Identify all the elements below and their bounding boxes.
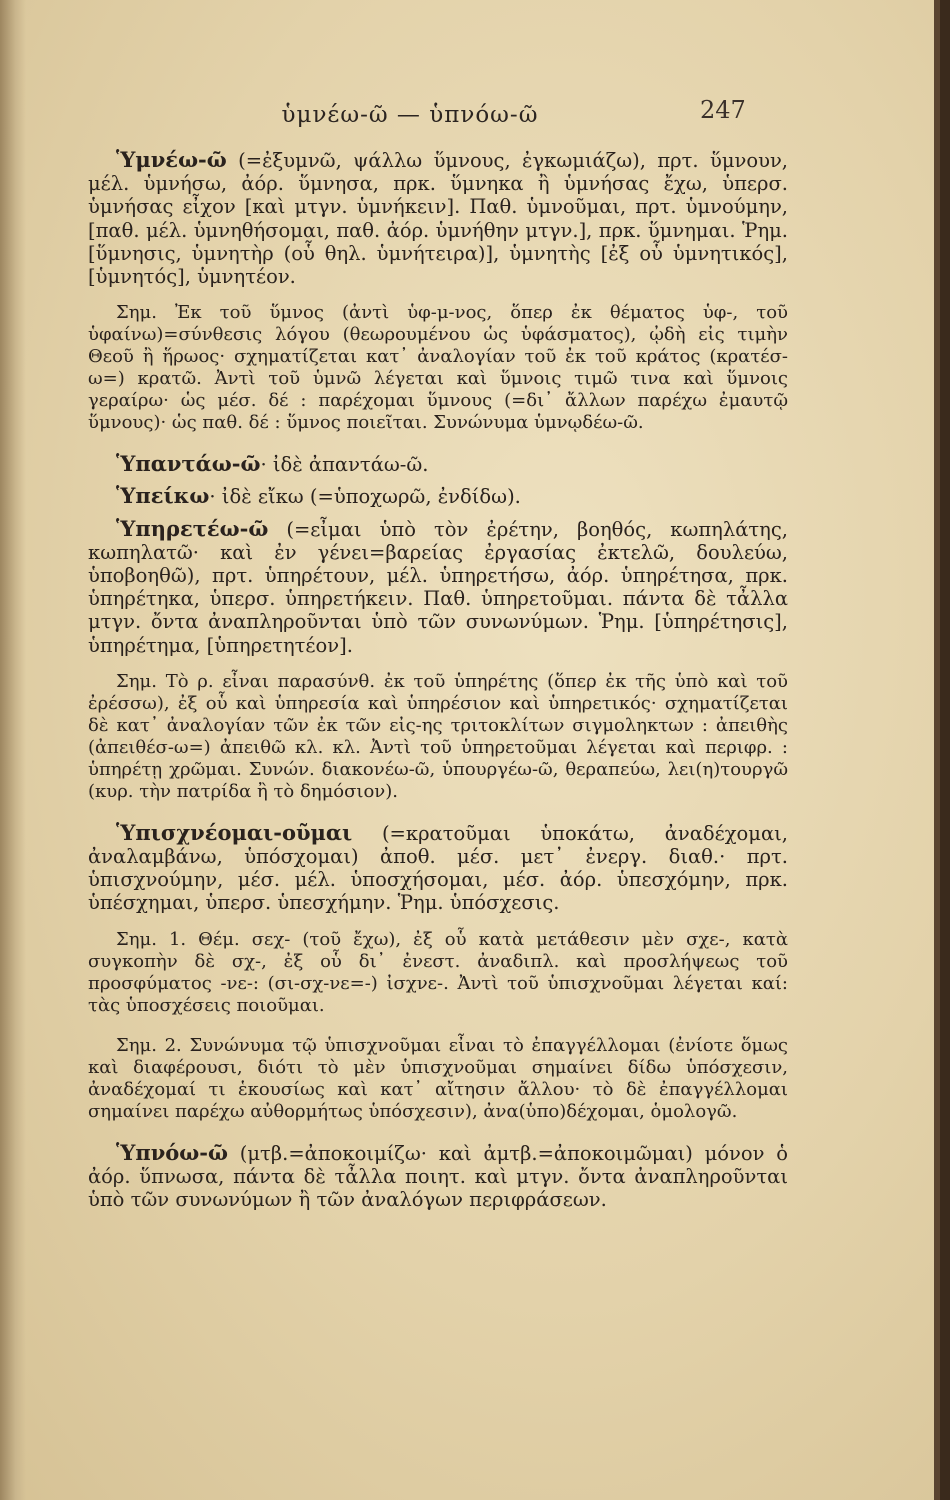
entry-text: (=ἐξυμνῶ, ψάλλω ὕμνους, ἐγκωμιάζω), πρτ. ὕμνουν, μέλ. ὑμνήσω, ἀόρ. ὕμνησα, πρκ. ὕμνηκα ἢ ὑμνήσας ἔχω, ὑπερσ. ὑμνήσας εἶχον [καὶ μτγν. ὑμνήκειν]. Παθ. ὑμνοῦμαι, πρτ. ὑμνούμην, [παθ. μέλ. ὑμνηθήσομαι, παθ. ἀόρ. ὑμνήθην μτγν.], πρκ. ὕμνημαι. Ῥημ. [ὕμνησις, ὑμνητὴρ (οὗ θηλ. ὑμνήτειρα)], ὑμνητὴς [ἐξ οὗ ὑμνητικός], [ὑμνητός], ὑμνητέον. [88, 149, 788, 289]
entry-lemma: Ὑπείκω [116, 483, 210, 509]
entry-text: (=εἶμαι ὑπὸ τὸν ἐρέτην, βοηθός, κωπηλάτης, κωπηλατῶ· καὶ ἐν γένει=βαρείας ἐργασίας ἐκτελῶ, δουλεύω, ὑποβοηθῶ), πρτ. ὑπηρέτουν, μέλ. ὑπηρετήσω, ἀόρ. ὑπηρέτησα, πρκ. ὑπηρέτηκα, ὑπερσ. ὑπηρετήκειν. Παθ. ὑπηρετοῦμαι. πάντα δὲ τἆλλα μτγν. ὄντα ἀναπληροῦνται ὑπὸ τῶν συνωνύμων. Ῥημ. [ὑπηρέτησις], ὑπηρέτημα, [ὑπηρετητέον]. [88, 517, 788, 657]
note-hypereteo: Σημ. Τὸ ρ. εἶναι παρασύνθ. ἐκ τοῦ ὑπηρέτης (ὅπερ ἐκ τῆς ὑπὸ καὶ τοῦ ἐρέσσω), ἐξ οὗ καὶ ὑπηρεσία καὶ ὑπηρέσιον καὶ ὑπηρετικός· σχηματίζεται δὲ κατ᾽ ἀναλογίαν τῶν ἐκ τῶν εἰς-ης τριτοκλίτων σιγμοληκτων : ἀπειθὴς (ἀπειθέσ-ω=) ἀπειθῶ κλ. κλ. Ἀντὶ τοῦ ὑπηρετοῦμαι λέγεται καὶ περιφρ. : ὑπηρέτῃ χρῶμαι. Συνών. διακονέω-ῶ, ὑπουργέω-ῶ, θεραπεύω, λει(η)τουργῶ (κυρ. τὴν πατρίδα ἢ τὸ δημόσιον). [88, 670, 788, 802]
entry-text: (μτβ.=ἀποκοιμίζω· καὶ ἀμτβ.=ἀποκοιμῶμαι) μόνον ὁ ἀόρ. ὕπνωσα, πάντα δὲ τἆλλα ποιητ. καὶ μτγν. ὄντα ἀναπληροῦνται ὑπὸ τῶν συνωνύμων ἢ τῶν ἀναλόγων περιφράσεων. [88, 1141, 788, 1212]
entry-lemma: Ὑμνέω-ῶ [116, 147, 227, 172]
note-hymneo: Σημ. Ἐκ τοῦ ὕμνος (ἀντὶ ὑφ-μ-νος, ὅπερ ἐκ θέματος ὑφ-, τοῦ ὑφαίνω)=σύνθεσις λόγου (θεωρουμένου ὡς ὑφάσματος), ᾠδὴ εἰς τιμὴν Θεοῦ ἢ ἥρωος· σχηματίζεται κατ᾽ ἀναλογίαν τοῦ ἐκ τοῦ κράτος (κρατέσ-ω=) κρατῶ. Ἀντὶ τοῦ ὑμνῶ λέγεται καὶ ὕμνοις τιμῶ τινα καὶ ὕμνοις γεραίρω· ὡς μέσ. δέ : παρέχομαι ὕμνους (=δι᾽ ἄλλων παρέχω ἐμαυτῷ ὕμνους)· ὡς παθ. δέ : ὕμνος ποιεῖται. Συνώνυμα ὑμνῳδέω-ῶ. [88, 302, 788, 434]
entry-hyposchneomai [88, 821, 788, 915]
entry-hypantao [88, 452, 788, 476]
note-hyposchneomai-2: Σημ. 2. Συνώνυμα τῷ ὑπισχνοῦμαι εἶναι τὸ ἐπαγγέλλομαι (ἐνίοτε ὅμως καὶ διαφέρουσι, διότι τὸ μὲν ὑπισχνοῦμαι σημαίνει δίδω ὑπόσχεσιν, ἀναδέχομαί τι ἑκουσίως καὶ κατ᾽ αἴτησιν ἄλλου· τὸ δὲ ἐπαγγέλλομαι σημαίνει παρέχω αὐθορμήτως ὑπόσχεσιν), ἀνα(ὑπο)δέχομαι, ὁμολογῶ. [88, 1034, 788, 1122]
entry-lemma: Ὑπισχνέομαι-οῦμαι [116, 819, 353, 845]
entry-lemma: Ὑπνόω-ῶ [116, 1139, 229, 1165]
entry-text: · ἰδὲ εἴκω (=ὑποχωρῶ, ἐνδίδω). [209, 485, 521, 509]
page-number: 247 [700, 96, 746, 124]
entry-hypeiko [88, 484, 788, 508]
dictionary-body [88, 148, 788, 1219]
entry-hypereteo [88, 517, 788, 657]
entry-hypnoo [88, 1141, 788, 1212]
entry-hymneo [88, 148, 788, 288]
entry-text: · ἰδὲ ἀπαντάω-ῶ. [260, 453, 429, 477]
entry-text: (=κρατοῦμαι ὑποκάτω, ἀναδέχομαι, ἀναλαμβάνω, ὑπόσχομαι) ἀποθ. μέσ. μετ᾽ ἐνεργ. διαθ.· πρτ. ὑπισχνούμην, μέσ. μέλ. ὑποσχήσομαι, μέσ. ἀόρ. ὑπεσχόμην, πρκ. ὑπέσχημαι, ὑπερσ. ὑπεσχήμην. Ῥημ. ὑπόσχεσις. [88, 821, 788, 915]
running-head: ὑμνέω-ῶ — ὑπνόω-ῶ [281, 102, 539, 128]
note-hyposchneomai-1: Σημ. 1. Θέμ. σεχ- (τοῦ ἔχω), ἐξ οὗ κατὰ μετάθεσιν μὲν σχε-, κατὰ συγκοπὴν δὲ σχ-, ἐξ οὗ δι᾽ ἐνεστ. ἀναδιπλ. καὶ προσλήψεως τοῦ προσφύματος -νε-: (σι-σχ-νε=-) ἰσχνε-. Ἀντὶ τοῦ ὑπισχνοῦμαι λέγεται καί: τὰς ὑποσχέσεις ποιοῦμαι. [88, 928, 788, 1016]
entry-lemma: Ὑπηρετέω-ῶ [116, 515, 269, 541]
entry-lemma: Ὑπαντάω-ῶ [116, 451, 261, 477]
page-gutter [0, 0, 26, 1500]
